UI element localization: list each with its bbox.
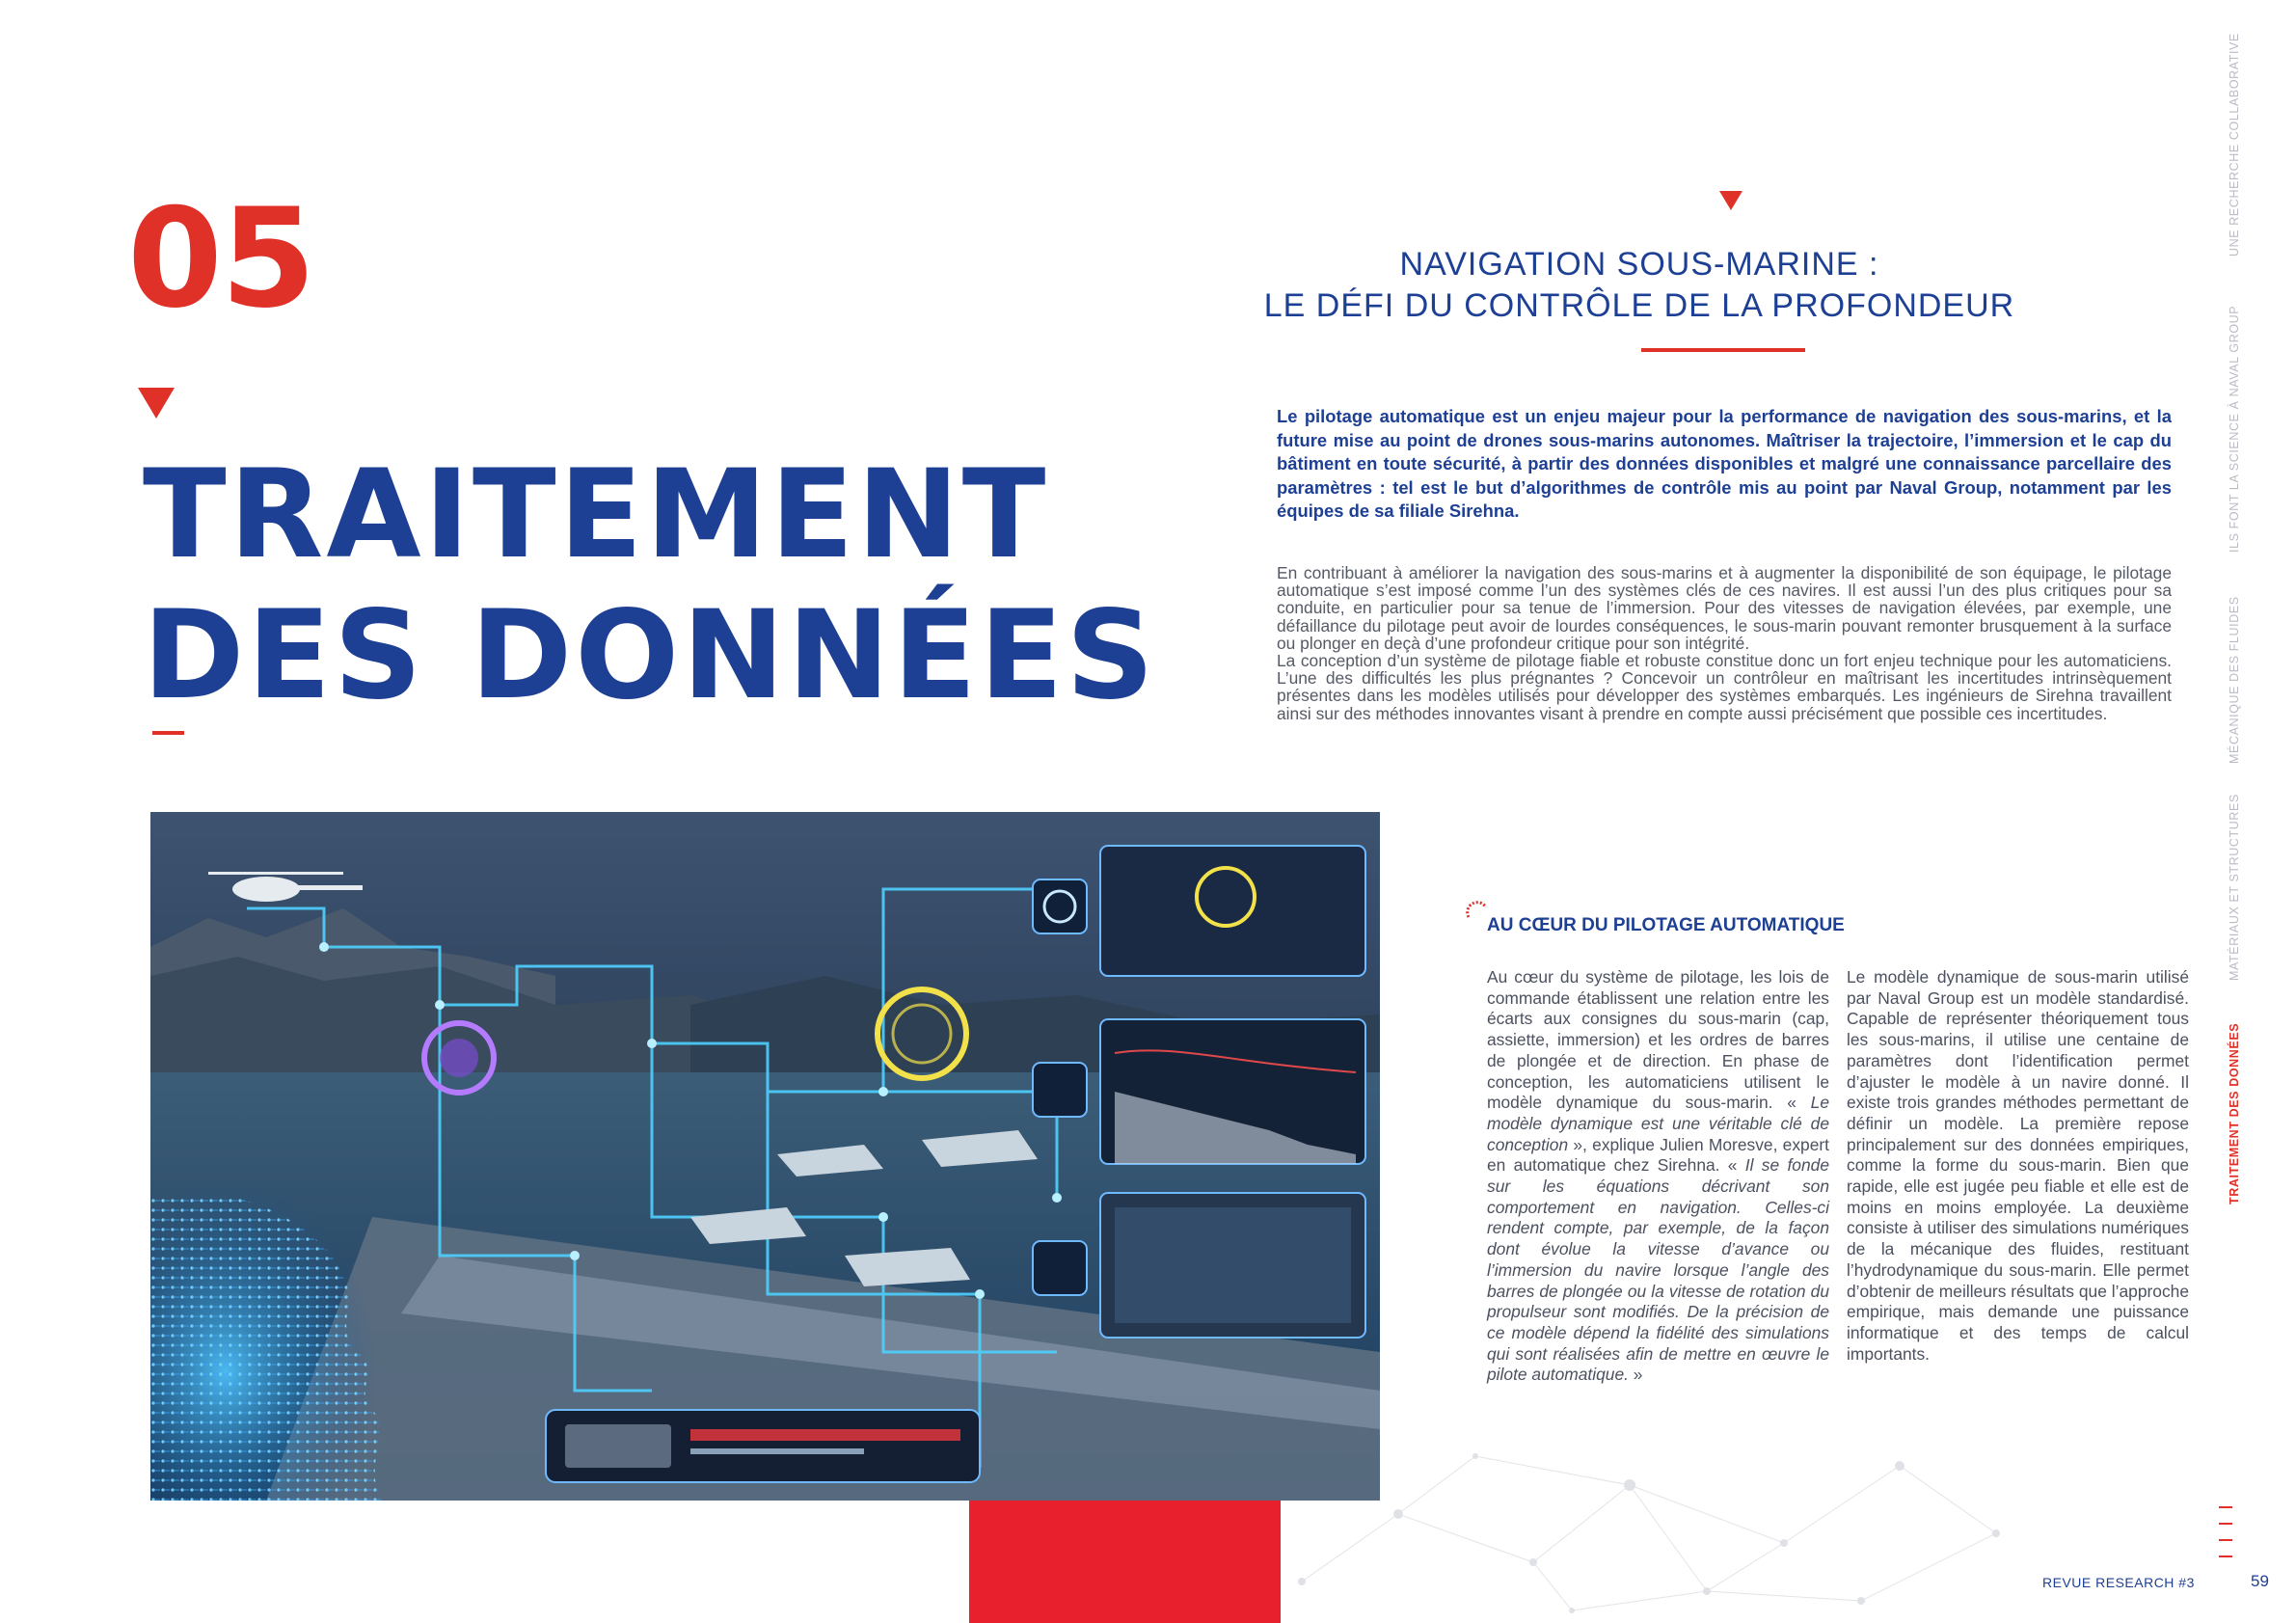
chapter-number: 05 <box>127 179 314 338</box>
decorative-red-block <box>969 1501 1281 1623</box>
decorative-network-dots <box>1283 1427 2015 1620</box>
article-title-line1: NAVIGATION SOUS-MARINE : <box>1399 246 1879 283</box>
side-nav-item-science[interactable]: ILS FONT LA SCIENCE À NAVAL GROUP <box>2228 305 2241 554</box>
article-triangle-icon <box>1719 191 1742 210</box>
side-nav-item-fluides[interactable]: MÉCANIQUE DES FLUIDES <box>2228 596 2241 764</box>
footer-tick <box>2219 1539 2232 1541</box>
side-nav-item-recherche[interactable]: UNE RECHERCHE COLLABORATIVE <box>2228 33 2241 257</box>
section-column-1 <box>1487 967 1829 1386</box>
article-lead: Le pilotage automatique est un enjeu majeur pour la performance de navigation des sous-marins, et la future mise au point de drones sous-marins autonomes. Maîtriser la trajectoire, l’immersion et le cap du bâtiment en toute sécurité, à partir des données disponibles et malgré une connaissance parcellaire des paramètres : tel est le but d’algorithmes de contrôle mis au point par Naval Group, notamment par les équipes de sa filiale Sirehna. <box>1277 406 2172 521</box>
chapter-triangle-icon <box>138 388 175 419</box>
article-body <box>1277 564 2172 722</box>
hero-illustration-svg <box>150 812 1380 1501</box>
gauge-icon <box>1466 900 1489 923</box>
footer-label: REVUE RESEARCH #3 <box>2042 1575 2195 1590</box>
page-number: 59 <box>2251 1572 2269 1590</box>
article-title <box>1254 244 2025 327</box>
side-nav <box>2228 29 2256 1215</box>
chapter-title-line1: TRAITEMENT <box>143 443 1049 585</box>
col1-quote-1: Le modèle dynamique est une véritable clé de conception <box>1487 1093 1829 1154</box>
chapter-title <box>143 444 1157 725</box>
footer-tick <box>2219 1506 2232 1508</box>
col1-mid: », explique Julien Moresve, expert en automatique chez Sirehna. « <box>1487 1134 1829 1176</box>
footer-tick <box>2219 1555 2232 1557</box>
col1-end: » <box>1628 1365 1643 1385</box>
side-nav-item-materiaux[interactable]: MATÉRIAUX ET STRUCTURES <box>2228 794 2241 981</box>
hero-illustration <box>150 812 1380 1501</box>
col1-quote-2: Il se fonde sur les équations décrivant son comportement en navigation. Celles-ci rendent compte, par exemple, de la façon dont évolue la vitesse d’avance ou l’immersion du navire lorsque l’angle des barres de plongée ou la vitesse de rotation du propulseur sont modifiés. De la précision de ce modèle dépend la fidélité des simulations qui sont réalisées afin de mettre en œuvre le pilote automatique. <box>1487 1155 1829 1385</box>
article-title-underline <box>1641 348 1805 352</box>
article-paragraph-1: En contribuant à améliorer la navigation des sous-marins et à augmenter la disponibilité de son équipage, le pilotage automatique s’est imposé comme l’un des systèmes clés de ces navires. Il est aussi l’un des plus critiques pour sa conduite, en particulier pour sa tenue de l’immersion. Pour des vitesses de navigation élevées, par exemple, une défaillance du pilotage peut avoir de lourdes conséquences, le sous-marin pouvant remonter brusquement à la surface ou plonger en deçà d’une profondeur critique pour son intégrité. <box>1277 563 2172 653</box>
article-title-line2: LE DÉFI DU CONTRÔLE DE LA PROFONDEUR <box>1263 287 2015 324</box>
chapter-title-line2: DES DONNÉES <box>143 583 1157 726</box>
article-paragraph-2: La conception d’un système de pilotage fiable et robuste constitue donc un fort enjeu technique pour les automaticiens. L’une des difficultés les plus prégnantes ? Concevoir un contrôleur en maîtrisant les incertitudes intrinsèquement présentes dans les modèles utilisés pour développer des systèmes embarqués. Les ingénieurs de Sirehna travaillent ainsi sur des méthodes innovantes visant à prendre en compte aussi précisément que possible ces incertitudes. <box>1277 651 2172 723</box>
section-heading: AU CŒUR DU PILOTAGE AUTOMATIQUE <box>1487 915 1845 935</box>
col1-text: Au cœur du système de pilotage, les lois de commande établissent une relation entre les écarts aux consignes du sous-marin (cap, assiette, immersion) et les ordres de barres de plongée et de direction. En phase de conception, les automaticiens utilisent le modèle dynamique du sous-marin. « <box>1487 967 1829 1113</box>
side-nav-item-donnees[interactable]: TRAITEMENT DES DONNÉES <box>2228 1022 2241 1205</box>
footer-tick <box>2219 1523 2232 1525</box>
title-underline <box>152 731 184 735</box>
section-column-2: Le modèle dynamique de sous-marin utilisé par Naval Group est un modèle standardisé. Capable de représenter théoriquement tous les sous-marins, il utilise une centaine de paramètres dont l’identification permet d’ajuster le modèle à un navire donné. Il existe trois grandes méthodes permettant de définir un modèle. La première repose principalement sur des données empiriques, comme la forme du sous-marin. Bien que rapide, elle est jugée peu fiable et elle est de moins en moins employée. La deuxième consiste à utiliser des simulations numériques de la mécanique des fluides, restituant l’hydrodynamique du sous-marin. Elle permet d’obtenir de meilleurs résultats que l’approche empirique, mais demande une puissance informatique et des temps de calcul importants. <box>1847 967 2189 1364</box>
